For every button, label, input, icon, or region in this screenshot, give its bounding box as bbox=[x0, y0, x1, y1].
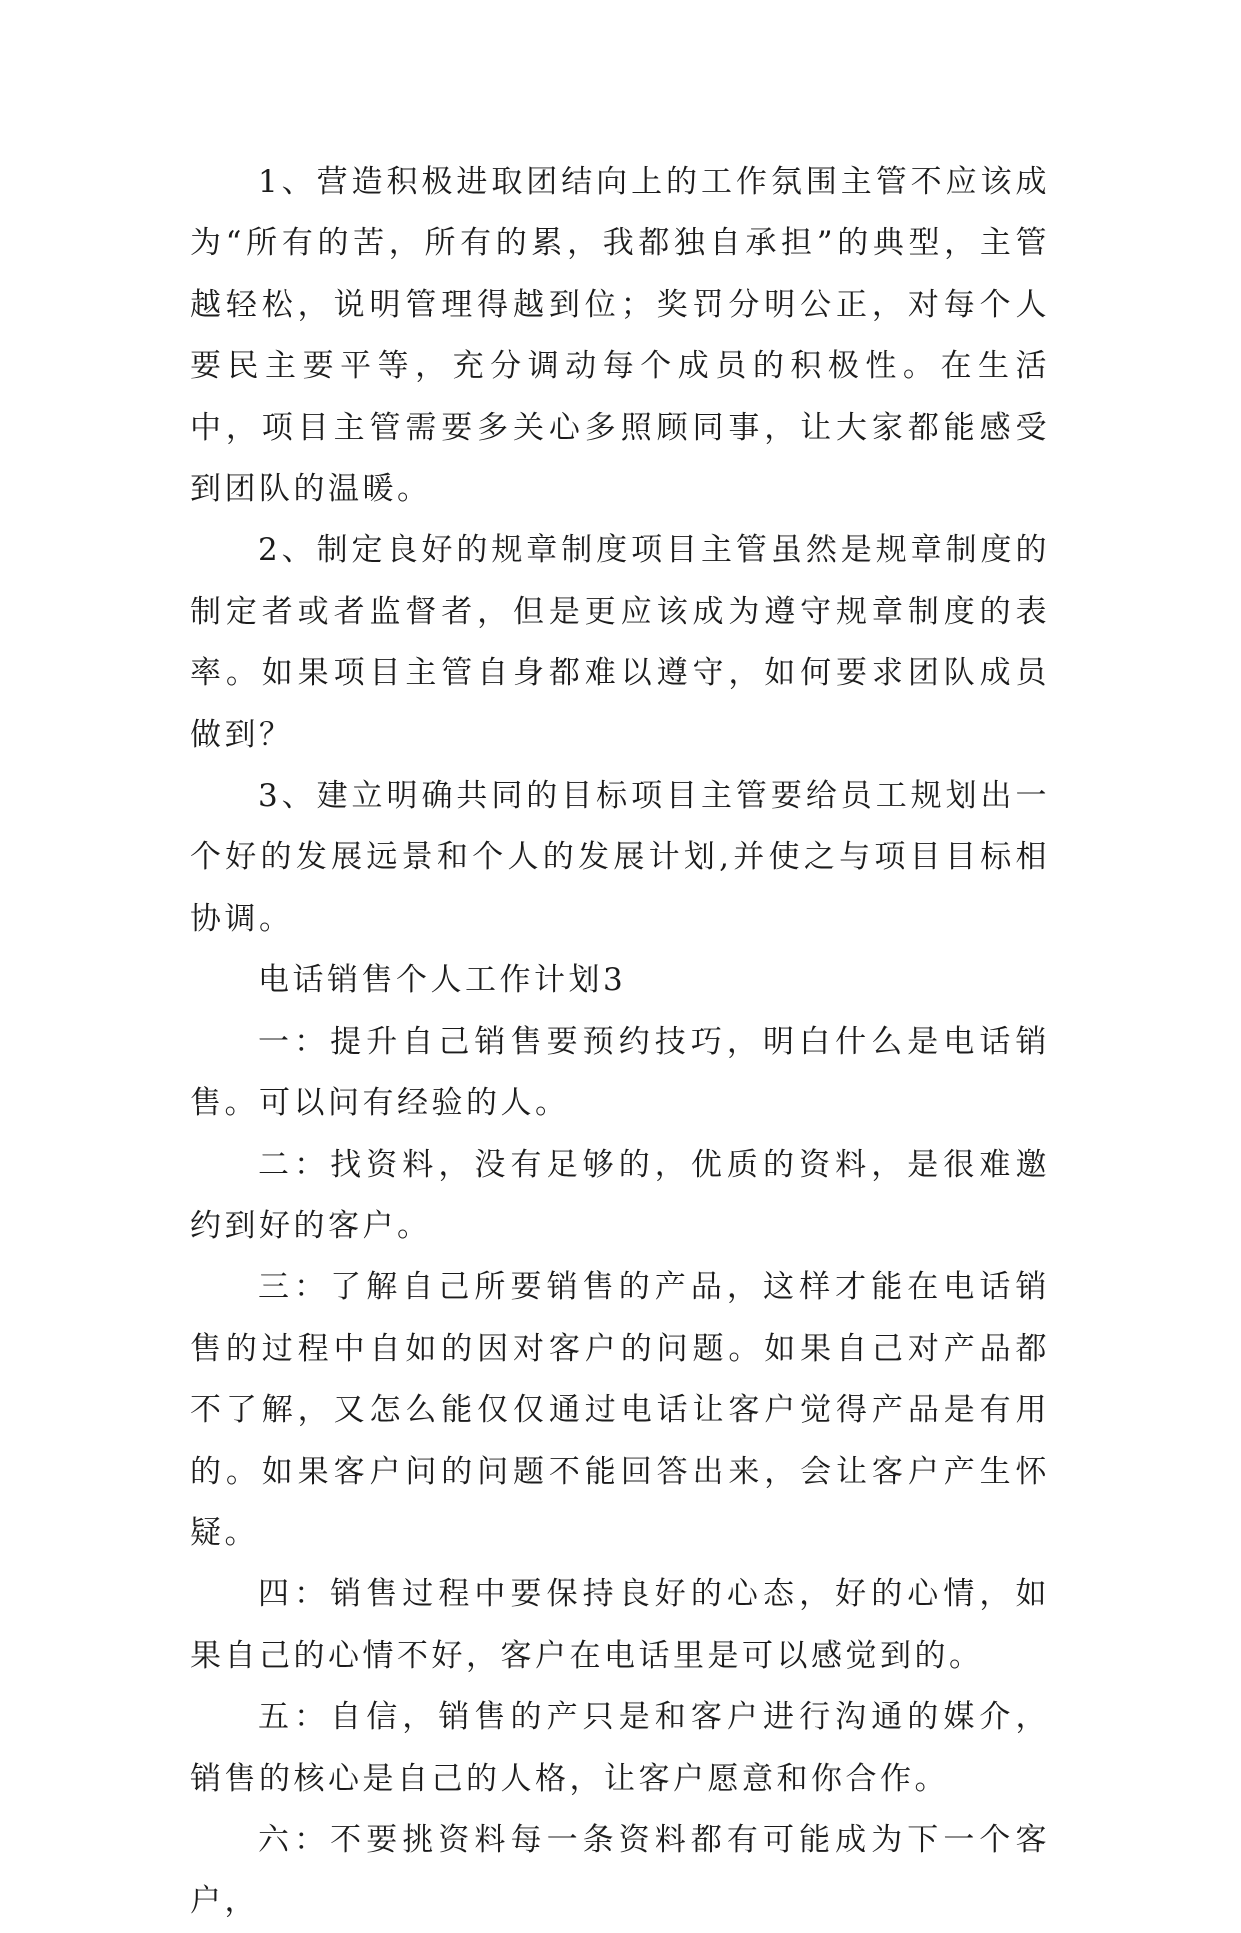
paragraph-item-five: 五：自信，销售的产只是和客户进行沟通的媒介，销售的核心是自己的人格，让客户愿意和你合作。 bbox=[190, 1699, 1050, 1797]
paragraph-rules-system: 2、制定良好的规章制度项目主管虽然是规章制度的制定者或者监督者，但是更应该成为遵守规章制度的表率。如果项目主管自身都难以遵守，如何要求团队成员做到？ bbox=[190, 532, 1050, 753]
paragraph-common-goals: 3、建立明确共同的目标项目主管要给员工规划出一个好的发展远景和个人的发展计划,并使之与项目目标相协调。 bbox=[190, 778, 1050, 937]
paragraph-item-six: 六：不要挑资料每一条资料都有可能成为下一个客户， bbox=[190, 1821, 1050, 1920]
paragraph-work-atmosphere: 1、营造积极进取团结向上的工作氛围主管不应该成为“所有的苦，所有的累，我都独自承担”的典型，主管越轻松，说明管理得越到位；奖罚分明公正，对每个人要民主要平等，充分调动每个成员的积极性。在生活中，项目主管需要多关心多照顾同事，让大家都能感受到团队的温暖。 bbox=[190, 164, 1050, 508]
paragraph-item-four: 四：销售过程中要保持良好的心态，好的心情，如果自己的心情不好，客户在电话里是可以感觉到的。 bbox=[190, 1576, 1050, 1674]
paragraph-item-one: 一：提升自己销售要预约技巧，明白什么是电话销售。可以问有经验的人。 bbox=[190, 1023, 1050, 1122]
paragraph-item-three: 三：了解自己所要销售的产品，这样才能在电话销售的过程中自如的因对客户的问题。如果自己对产品都不了解，又怎么能仅仅通过电话让客户觉得产品是有用的。如果客户问的问题不能回答出来，会让客户产生怀疑。 bbox=[190, 1269, 1050, 1551]
document-body bbox=[190, 152, 1050, 1933]
paragraph-item-two: 二：找资料，没有足够的，优质的资料，是很难邀约到好的客户。 bbox=[190, 1146, 1050, 1244]
section-heading: 电话销售个人工作计划3 bbox=[258, 962, 627, 999]
